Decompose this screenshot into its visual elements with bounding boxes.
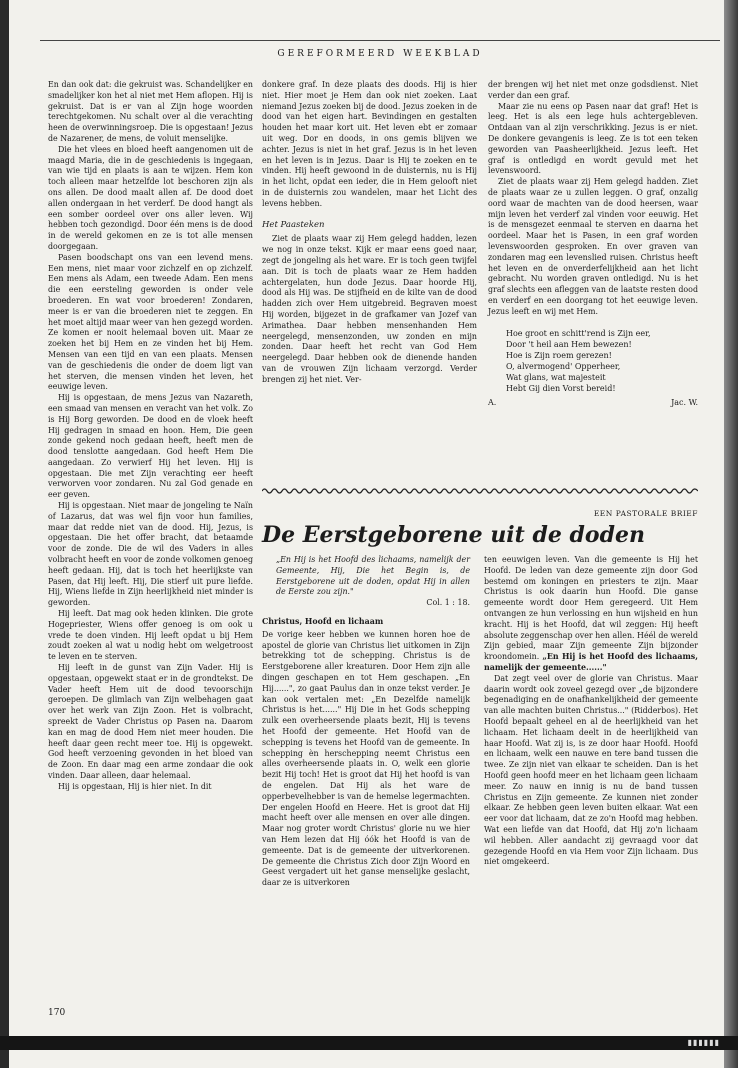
publication-title: GEREFORMEERD WEEKBLAD [277,49,483,59]
header-rule [40,40,720,41]
column-3 [488,80,698,408]
poem-line: Wat glans, wat majesteit [506,372,606,382]
poem-line: Door 't heil aan Hem bewezen! [506,339,632,349]
column-2 [262,80,477,386]
epigraph-text: „En Hij is het Hoofd des lichaams, namelijk der Gemeente, Hij, Die het Begin is, de Eerstgeborene uit de doden, opdat Hij in allen de Eerste zou zijn." [276,555,470,597]
section-heading: Christus, Hoofd en lichaam [262,616,384,626]
article-headline: De Eerstgeborene uit de doden [262,522,645,548]
wavy-divider [262,486,698,496]
article-column-right [484,555,698,868]
paragraph: Hij is opgestaan. Niet maar de jongeling te Naïn of Lazarus, dat was wel fijn voor hun families, maar dat redde niet van de dood. Hij, Jezus, is opgestaan. Die het offer bracht, dat betaamde voor de zonde. Die de wil des Vaders in alles volbracht heeft en voor de zonde volkomen genoeg heeft gedaan. Hij, dat is toch het heerlijkste van Pasen, dat Hij leeft. Hij, Die stierf uit pure liefde. Hij, Wiens liefde in Zijn heerlijkheid niet minder is geworden. [48,501,253,608]
paragraph: Hij is opgestaan, de mens Jezus van Nazareth, een smaad van mensen en veracht van het volk. Zo is Hij Borg geworden. De dood en de vloek heeft Hij gedragen in smaad en hoon. Hem, Die geen zonde gekend noch gedaan heeft, heeft men de dood tenslotte aangedaan. God heeft Hem Die aangedaan. Zo verwierf Hij het leven. Hij is opgestaan. Die met Zijn verachting eer heeft verworven voor zondaren. Nu zal God genade en eer geven. [48,393,253,500]
paragraph: donkere graf. In deze plaats des doods. Hij is hier niet. Hier moet je Hem dan ook niet zoeken. Laat niemand Jezus zoeken bij de dood. Jezus zoeken in de dood van het eigen hart. Bevindingen en gestalten houden het maar kort uit. Het leven ebt er zomaar uit weg. Dor en doods, in ons gemis blijven we achter. Jezus is niet in het graf. Jezus is in het leven en het leven is in Jezus. Daar is Hij te zoeken en te vinden. Hij heeft gewoond in de duisternis, nu is Hij in het licht, opdat een ieder, die in Hem gelooft niet in de duisternis zou wandelen, maar het Licht des levens hebben. [262,80,477,208]
scan-right-edge [724,0,738,1068]
scan-left-edge [0,0,9,1068]
signature-author: Jac. W. [671,397,698,407]
paragraph-text: ten eeuwigen leven. Van die gemeente is Hij het Hoofd. De leden van deze gemeente zijn door God bestemd om koningen en priesters te zijn. Maar Christus is ook daarin hun Hoofd. Die ganse gemeente wordt door Hem geregeerd. Uit Hem ontvangen ze hun verlossing en hun wijsheid en hun kracht. Hij is het Hoofd, dat wil zeggen: Hij heeft absolute zeggenschap over hen allen. Héél de wereld Zijn gebied, maar Zijn gemeente Zijn bijzonder kroondomein. [484,555,698,662]
column-1 [48,80,253,793]
poem [506,328,698,394]
bold-quote: „En Hij is het Hoofd des lichaams, namelijk der gemeente......" [484,652,698,672]
scan-marks: ▮▮▮▮▮▮ [687,1038,720,1047]
page-header [40,40,720,59]
paragraph: Dat zegt veel over de glorie van Christus. Maar daarin wordt ook zoveel gezegd over „de bijzondere begenadiging en de onafhankelijkheid der gemeente van alle machten buiten Christus..." (Ridderbos). Het Hoofd bepaalt geheel en al de heerlijkheid van het lichaam. Het lichaam deelt in de heerlijkheid van haar Hoofd. Wat zij is, is ze door haar Hoofd. Hoofd en lichaam, welk een nauwe en tere band tussen die twee. Ze zijn niet van elkaar te scheiden. Dan is het Hoofd geen hoofd meer en het lichaam geen lichaam meer. Zo nauw en innig is nu de band tussen Christus en Zijn gemeente. Ze kunnen niet zonder elkaar. Ze hebben geen leven buiten elkaar. Wat een eer voor dat lichaam, dat ze zo'n Hoofd mag hebben. Wat een liefde van dat Hoofd, dat Hij zo'n lichaam wil hebben. Aller aandacht zij gevraagd voor dat gezegende Hoofd en via Hem voor Zijn lichaam. Dus niet omgekeerd. [484,673,698,867]
paragraph: Hij is opgestaan, Hij is hier niet. In dit [58,781,212,791]
poem-line: O, alvermogend' Opperheer, [506,361,621,371]
paragraph [484,555,698,674]
paragraph: En dan ook dat: die gekruist was. Schandelijker en smadelijker kon het al niet met Hem aflopen. Hij is gekruist. Dat is er van al Zijn hoge woorden terechtgekomen. Nu schalt over al die verachting heen de overwinningsroep. Die is opgestaan! Jezus de Nazarener, de mens, de voluit menselijke. [48,80,253,143]
paragraph: Ziet de plaats waar zij Hem gelegd hadden, lezen we nog in onze tekst. Kijk er maar eens goed naar, zegt de jongeling als het ware. Er is toch geen twijfel aan. Dit is toch de plaats waar ze Hem hadden achtergelaten, hun dode Jezus. Daar hoorde Hij, dood als Hij was. De stijfheid en de kilte van de dood hadden zich over Hem uitgebreid. Begraven moest Hij worden, bijgezet in de grafkamer van Jozef van Arimathea. Daar hebben mensenhanden Hem neergelegd, mensenzonden, uw zonden en mijn zonden. Daar heeft het recht van God Hem neergelegd. Daar hebben ook de dienende handen van de vrouwen Zijn lichaam verzorgd. Verder brengen zij het niet. Ver- [262,234,477,384]
paragraph: Pasen boodschapt ons van een levend mens. Een mens, niet maar voor zichzelf en op zichzelf. Een mens als Adam, een tweede Adam. Een mens die een eersteling geworden is onder vele broederen. En wat voor broederen! Zondaren, meer is er van die broederen niet te zeggen. En het moet altijd maar weer van hen gezegd worden. Ze komen er nooit helemaal boven uit. Maar ze zoeken het bij Hem en ze vinden het bij Hem. Mensen van een tijd en van een plaats. Mensen van de geschiedenis die onder de doem ligt van het sterven, die mensen vinden het leven, het eeuwige leven. [48,252,253,392]
scan-bottom-bar [0,1036,738,1050]
epigraph-reference: Col. 1 : 18. [426,598,470,608]
signature-initial: A. [488,397,497,407]
subheading: Het Paasteken [262,219,325,230]
article-column-left [262,555,470,889]
article-kicker: EEN PASTORALE BRIEF [593,509,698,518]
paragraph: Ziet de plaats waar zij Hem gelegd hadden. Ziet de plaats waar ze u zullen leggen. O graf, onzalig oord waar de machten van de dood heersen, waar mijn leven het verderf zal vinden voor eeuwig. Het is de mensgezet eenmaal te sterven en daarna het oordeel. Maar het is Pasen, in een graf worden levenswoorden gesproken. En over graven van zondaren mag een levenslied ruisen. Christus heeft het leven en de onverderfelijkheid aan het licht gebracht. Nu worden graven ontledigd. Nu is het graf slechts een afleggen van de laatste resten dood en verderf en een doorgang tot het eeuwige leven. Jezus leeft en wij met Hem. [488,177,698,316]
signature-line [488,398,698,409]
paragraph: Maar zie nu eens op Pasen naar dat graf! Het is leeg. Het is als een lege huls achtergebleven. Ontdaan van al zijn verschrikking. Jezus is er niet. De donkere gevangenis is leeg. Ze is tot een teken geworden van Paasheerlijkheid. Jezus leeft. Het graf is ontledigd en wordt gevuld met het levenswoord. [488,101,698,176]
poem-line: Hebt Gij dien Vorst bereid! [506,383,616,393]
paragraph: der brengen wij het niet met onze godsdienst. Niet verder dan een graf. [488,80,698,100]
paragraph: De vorige keer hebben we kunnen horen hoe de apostel de glorie van Christus liet uitkomen in Zijn betrekking tot de schepping. Christus is de Eerstgeborene aller kreaturen. Door Hem zijn alle dingen geschapen en tot Hem geschapen. „En Hij......", zo gaat Paulus dan in onze tekst verder. Je kan ook vertalen met: „En Dezelfde namelijk Christus is het......" Hij Die in het Gods schepping zulk een overheersende plaats bezit, Hij is tevens het Hoofd der gemeente. Het Hoofd van de schepping is tevens het Hoofd van de gemeente. In schepping èn herschepping neemt Christus een alles overheersende plaats in. O, welk een glorie bezit Hij toch! Het is groot dat Hij het hoofd is van de engelen. Dat Hij als het ware de opperbevelhebber is van de hemelse legermachten. Der engelen Hoofd en Heere. Het is groot dat Hij macht heeft over alle mensen en over alle dingen. Maar nog groter wordt Christus' glorie nu we hier van Hem lezen dat Hij óók het Hoofd is van de gemeente. Dat is de gemeente der uitverkorenen. De gemeente die Christus Zich door Zijn Woord en Geest vergadert uit het ganse menselijke geslacht, daar ze is uitverkoren [262,629,470,888]
poem-line: Hoe is Zijn roem gerezen! [506,350,612,360]
paragraph: Hij leeft. Dat mag ook heden klinken. Die grote Hogepriester, Wiens offer genoeg is om ook u vrede te doen vinden. Hij leeft opdat u bij Hem zoudt zoeken al wat u nodig hebt om welgetroost te leven en te sterven. [48,609,253,662]
epigraph [276,555,470,609]
paragraph: Hij leeft in de gunst van Zijn Vader. Hij is opgestaan, opgewekt staat er in de grondtekst. De Vader heeft Hem uit de dood tevoorschijn geroepen. De glimlach van Zijn welbehagen gaat over het werk van Zijn Zoon. Het is volbracht, spreekt de Vader Christus op Pasen na. Daarom kan en mag de dood Hem niet meer houden. Die heeft daar geen recht meer toe. Hij is opgewekt. God heeft verzoening gevonden in het bloed van de Zoon. En daar mag een arme zondaar die ook vinden. Daar alleen, daar helemaal. [48,663,253,780]
paragraph: Die het vlees en bloed heeft aangenomen uit de maagd Maria, die in de geschiedenis is ingegaan, van wie tijd en plaats is aan te wijzen. Hem kon toch alleen maar hetzelfde lot beschoren zijn als ons allen. De dood maalt allen af. De dood doet allen ondergaan in het verderf. De dood hangt als een somber oordeel over ons aller leven. Wij hebben toch gezondigd. Door één mens is de dood in de wereld gekomen en ze is tot alle mensen doorgegaan. [48,144,253,251]
poem-line: Hoe groot en schitt'rend is Zijn eer, [506,328,651,338]
page-number: 170 [48,1008,66,1018]
